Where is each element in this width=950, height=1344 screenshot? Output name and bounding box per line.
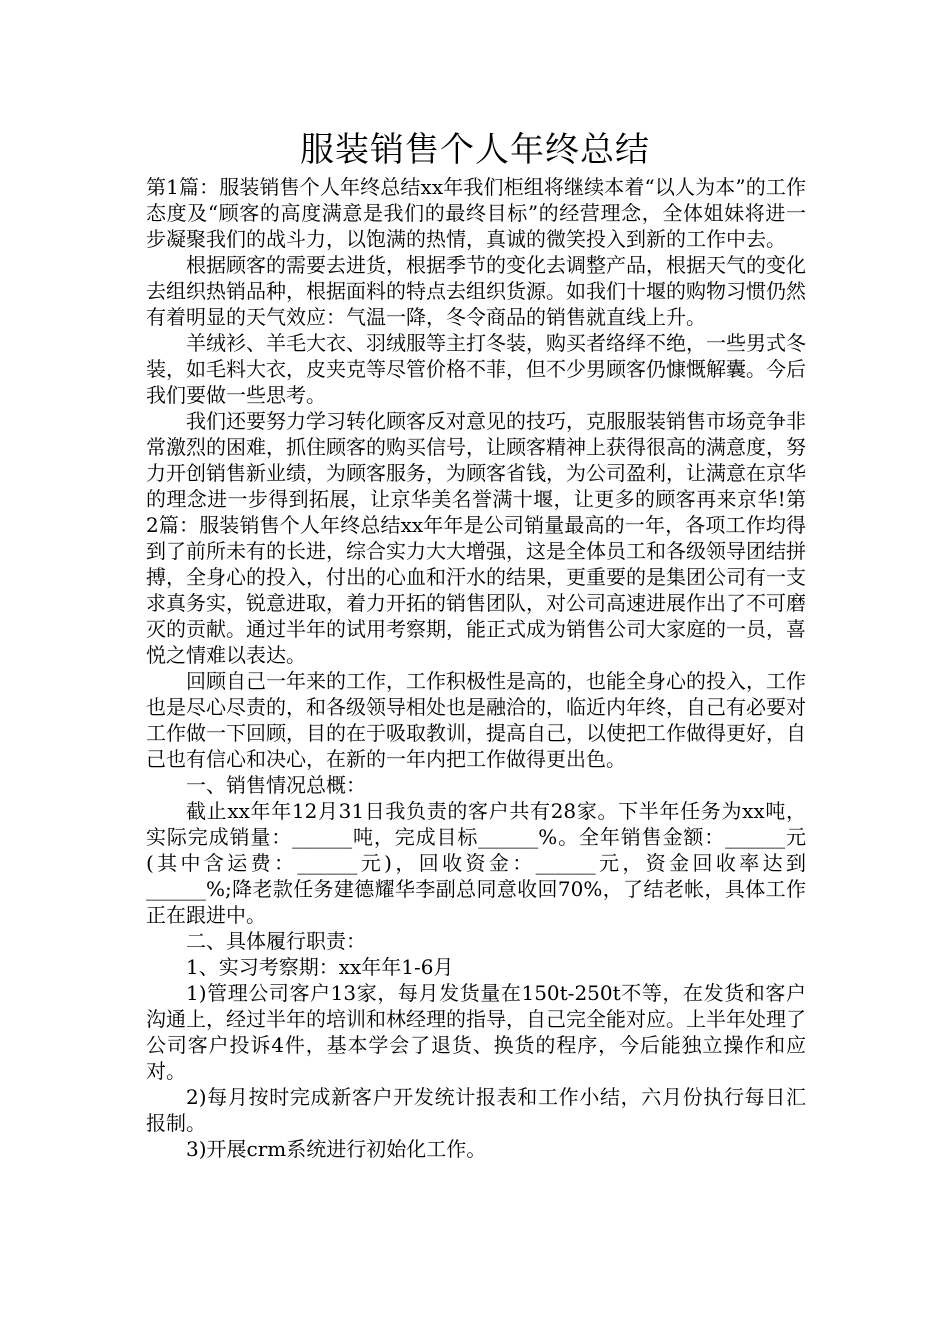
paragraph-3: 羊绒衫、羊毛大衣、羽绒服等主打冬装，购买者络绎不绝，一些男式冬装，如毛料大衣，皮夹克等尽管价格不菲，但不少男顾客仍慷慨解囊。今后我们要做一些思考。: [146, 331, 806, 407]
document-title: 服装销售个人年终总结: [300, 130, 650, 170]
paragraph-5: 回顾自己一年来的工作，工作积极性是高的，也能全身心的投入，工作也是尽心尽责的，和各级领导相处也是融洽的，临近内年终，自己有必要对工作做一下回顾，目的在于吸取教训，提高自己，以使把工作做得更好，自己也有信心和决心，在新的一年内把工作做得更出色。: [146, 669, 806, 771]
section-heading-sales-overview: 一、销售情况总概：: [186, 773, 366, 797]
paragraph-4: 我们还要努力学习转化顾客反对意见的技巧，克服服装销售市场竞争非常激烈的困难，抓住顾客的购买信号，让顾客精神上获得很高的满意度，努力开创销售新业绩，为顾客服务，为顾客省钱，为公司盈利，让满意在京华的理念进一步得到拓展，让京华美名誉满十堰，让更多的顾客再来京华!第2篇：服装销售个人年终总结xx年年是公司销量最高的一年，各项工作均得到了前所未有的长进，综合实力大大增强，这是全体员工和各级领导团结拼搏，全身心的投入，付出的心血和汗水的结果，更重要的是集团公司有一支求真务实，锐意进取，着力开拓的销售团队，对公司高速进展作出了不可磨灭的贡献。通过半年的试用考察期，能正式成为销售公司大家庭的一员，喜悦之情难以表达。: [146, 409, 806, 667]
list-item-2: 2)每月按时完成新客户开发统计报表和工作小结，六月份执行每日汇报制。: [146, 1085, 806, 1135]
document-body: [146, 174, 806, 1162]
subheading-internship-period: 1、实习考察期：xx年年1-6月: [186, 955, 454, 979]
section-heading-duties: 二、具体履行职责：: [186, 929, 366, 953]
paragraph-sales-figures: 截止xx年年12月31日我负责的客户共有28家。下半年任务为xx吨，实际完成销量：______吨，完成目标______%。全年销售金额：______元(其中含运费：______元)，回收资金：______元，资金回收率达到______%;降老款任务建德耀华李副总同意收回70%，了结老帐，具体工作正在跟进中。: [146, 799, 806, 927]
paragraph-2: 根据顾客的需要去进货，根据季节的变化去调整产品，根据天气的变化去组织热销品种，根据面料的特点去组织货源。如我们十堰的购物习惯仍然有着明显的天气效应：气温一降，冬令商品的销售就直线上升。: [146, 253, 806, 329]
list-item-3: 3)开展crm系统进行初始化工作。: [186, 1137, 487, 1161]
paragraph-1: 第1篇：服装销售个人年终总结xx年我们柜组将继续本着“以人为本”的工作态度及“顾客的高度满意是我们的最终目标”的经营理念，全体姐妹将进一步凝聚我们的战斗力，以饱满的热情，真诚的微笑投入到新的工作中去。: [146, 175, 806, 251]
list-item-1: 1)管理公司客户13家，每月发货量在150t-250t不等，在发货和客户沟通上，经过半年的培训和林经理的指导，自己完全能对应。上半年处理了公司客户投诉4件，基本学会了退货、换货的程序，今后能独立操作和应对。: [146, 981, 806, 1083]
